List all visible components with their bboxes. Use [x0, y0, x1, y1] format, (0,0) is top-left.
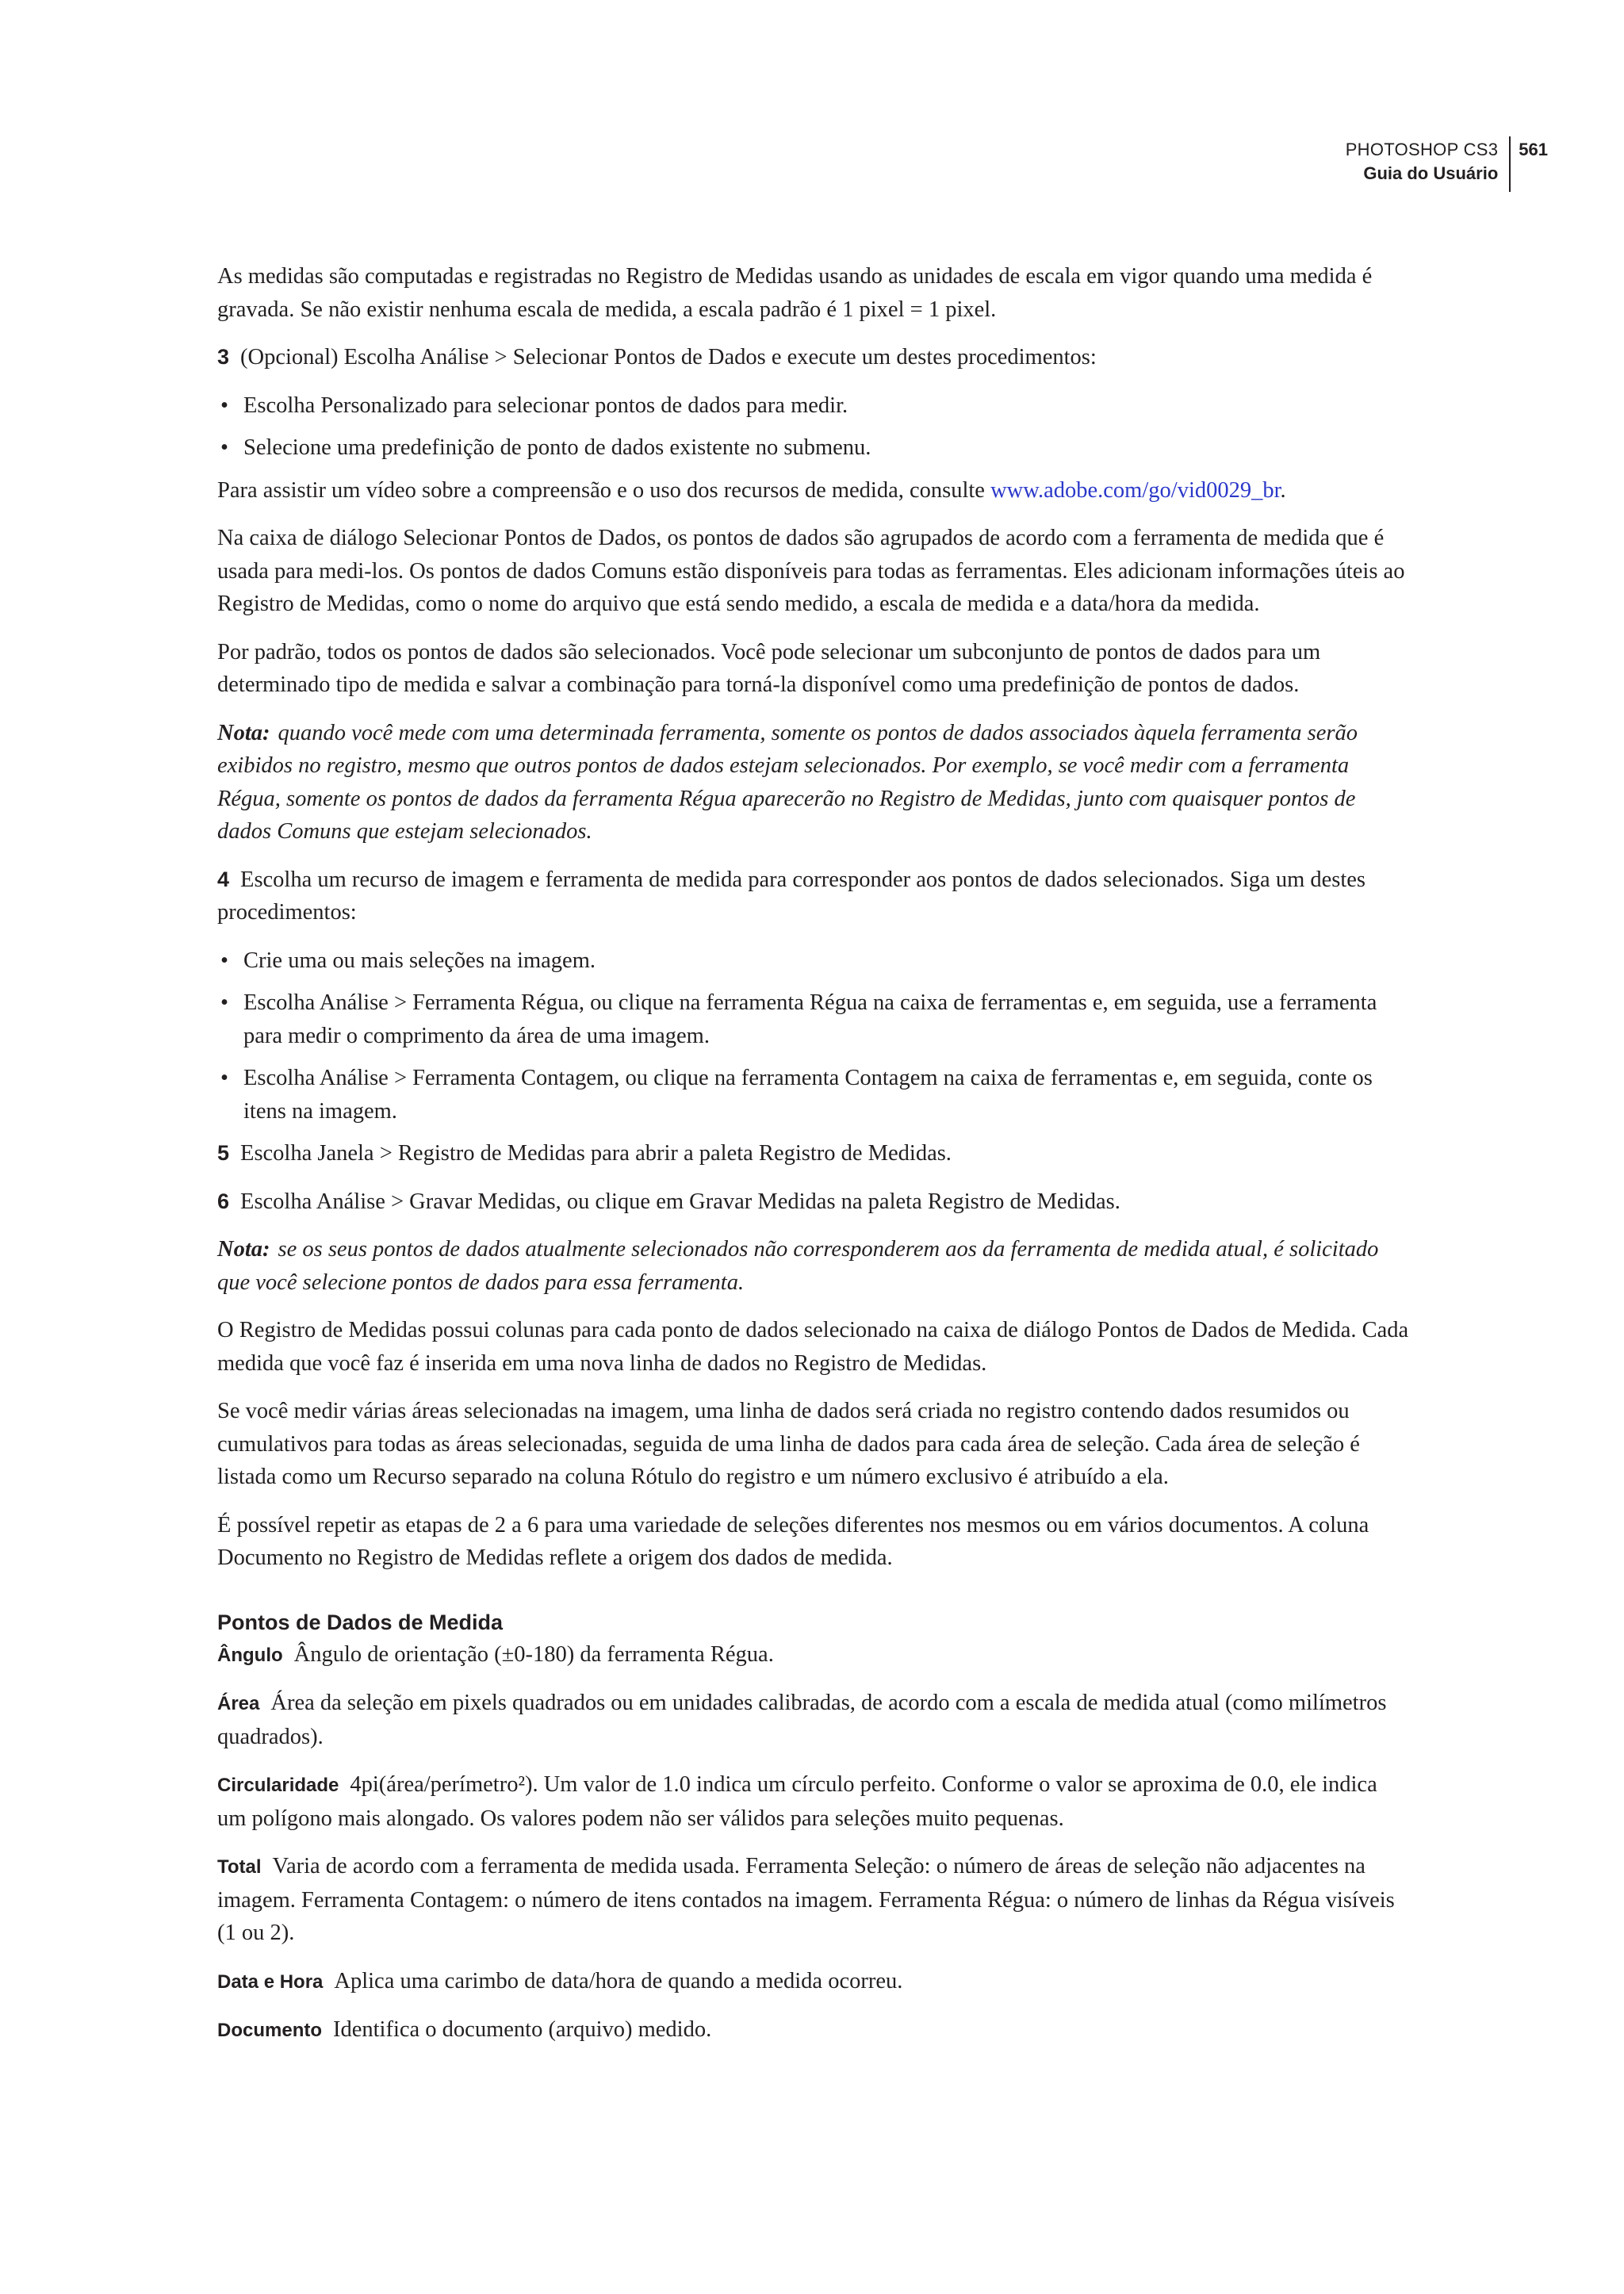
intro-paragraph: As medidas são computadas e registradas no Registro de Medidas usando as unidades de escala em vigor quando uma medida é gravada. Se não existir nenhuma escala de medida, a escala padrão é 1 pixel = 1 pixel. — [217, 264, 1373, 322]
definition: Ângulo de orientação (±0-180) da ferramenta Régua. — [293, 1641, 774, 1667]
log-columns-paragraph: O Registro de Medidas possui colunas para cada ponto de dados selecionado na caixa de diálogo Pontos de Dados de Medida. Cada medida que você faz é inserida em uma nova linha de dados no Registro de Medidas. — [217, 1318, 1409, 1376]
step-6 — [217, 1185, 1410, 1219]
section-title: Pontos de Dados de Medida — [217, 1610, 504, 1634]
term: Data e Hora — [217, 1970, 324, 1993]
step-4 — [217, 864, 1410, 929]
list-item — [217, 1062, 1410, 1128]
definition-row — [217, 1638, 1410, 1672]
note-text: quando você mede com uma determinada ferramenta, somente os pontos de dados associados àquela ferramenta serão exibidos no registro, mesmo que outros pontos de dados estejam selecionados. Por exemplo, se você medir com a ferramenta Régua, somente os pontos de dados da ferramenta Régua aparecerão no Registro de Medidas, junto com quaisquer pontos de dados Comuns que estejam selecionados. — [217, 720, 1358, 844]
definition-row — [217, 2013, 1410, 2047]
step-text: Escolha Janela > Registro de Medidas para abrir a paleta Registro de Medidas. — [240, 1141, 952, 1166]
definition: Varia de acordo com a ferramenta de medida usada. Ferramenta Seleção: o número de áreas de seleção não adjacentes na imagem. Ferramenta Contagem: o número de itens contados na imagem. Ferramenta Régua: o número de linhas da Régua visíveis (1 ou 2). — [217, 1854, 1395, 1945]
video-text: Para assistir um vídeo sobre a compreensão e o uso dos recursos de medida, consulte — [217, 477, 991, 503]
bullet-icon: • — [220, 990, 228, 1015]
bullet-icon: • — [220, 393, 228, 418]
multiple-areas-paragraph: Se você medir várias áreas selecionadas na imagem, uma linha de dados será criada no registro contendo dados resumidos ou cumulativos para todas as áreas selecionadas, seguida de uma linha de dados para cada área de seleção. Cada área de seleção é listada como um Recurso separado na coluna Rótulo do registro e um número exclusivo é atribuído a ela. — [217, 1399, 1360, 1489]
note-2 — [217, 1233, 1410, 1299]
term: Documento — [217, 2020, 322, 2041]
list-item-text: Crie uma ou mais seleções na imagem. — [243, 948, 596, 973]
video-text-end: . — [1280, 477, 1286, 503]
header-titles — [1346, 136, 1511, 192]
step-number: 6 — [217, 1189, 230, 1213]
list-item-text: Escolha Personalizado para selecionar pontos de dados para medir. — [243, 393, 848, 418]
list-item — [217, 944, 1410, 978]
video-paragraph — [217, 474, 1410, 507]
step-number: 3 — [217, 345, 230, 369]
term: Total — [217, 1856, 262, 1878]
bullet-icon: • — [220, 435, 228, 460]
header-guide: Guia do Usuário — [1363, 163, 1499, 183]
note-1 — [217, 717, 1410, 848]
definition-row — [217, 1965, 1410, 1999]
list-item — [217, 389, 1410, 423]
repeat-steps-paragraph: É possível repetir as etapas de 2 a 6 para uma variedade de seleções diferentes nos mesmos ou em vários documentos. A coluna Documento no Registro de Medidas reflete a origem dos dados de medida. — [217, 1512, 1369, 1570]
step-number: 5 — [217, 1141, 230, 1165]
header-product: PHOTOSHOP CS3 — [1345, 140, 1499, 159]
bullet-icon: • — [220, 1066, 228, 1090]
definition: Identifica o documento (arquivo) medido. — [333, 2017, 712, 2042]
definition: Aplica uma carimbo de data/hora de quando a medida ocorreu. — [334, 1968, 903, 1993]
note-text: se os seus pontos de dados atualmente selecionados não corresponderem aos da ferramenta de medida atual, é solicitado que você selecione pontos de dados para essa ferramenta. — [217, 1237, 1379, 1295]
default-paragraph: Por padrão, todos os pontos de dados são selecionados. Você pode selecionar um subconjunto de pontos de dados para um determinado tipo de medida e salvar a combinação para torná-la disponível como uma predefinição de pontos de dados. — [217, 639, 1321, 697]
page-number: 561 — [1519, 140, 1548, 159]
step-text: Escolha um recurso de imagem e ferramenta de medida para corresponder aos pontos de dados selecionados. Siga um destes procedimentos: — [217, 867, 1366, 925]
definition-row — [217, 1768, 1410, 1835]
term: Circularidade — [217, 1775, 339, 1796]
step-5 — [217, 1137, 1410, 1170]
video-link[interactable]: www.adobe.com/go/vid0029_br — [990, 477, 1281, 503]
main-content — [217, 260, 1410, 2062]
definition-row — [217, 1850, 1410, 1950]
term: Ângulo — [217, 1644, 283, 1666]
list-item — [217, 986, 1410, 1052]
step-number: 4 — [217, 867, 230, 891]
list-item-text: Escolha Análise > Ferramenta Contagem, ou clique na ferramenta Contagem na caixa de ferramentas e, em seguida, conte os itens na imagem. — [243, 1066, 1373, 1124]
definition-row — [217, 1687, 1410, 1753]
list-item — [217, 431, 1410, 465]
definition: Área da seleção em pixels quadrados ou em unidades calibradas, de acordo com a escala de medida atual (como milímetros quadrados). — [217, 1691, 1387, 1749]
dialog-paragraph: Na caixa de diálogo Selecionar Pontos de Dados, os pontos de dados são agrupados de acordo com a ferramenta de medida que é usada para medi-los. Os pontos de dados Comuns estão disponíveis para todas as ferramentas. Eles adicionam informações úteis ao Registro de Medidas, como o nome do arquivo que está sendo medido, a escala de medida e a data/hora da medida. — [217, 526, 1405, 616]
step-text: Escolha Análise > Gravar Medidas, ou clique em Gravar Medidas na paleta Registro de Medidas. — [240, 1189, 1120, 1214]
step-3 — [217, 341, 1410, 374]
definition: 4pi(área/perímetro²). Um valor de 1.0 indica um círculo perfeito. Conforme o valor se aproxima de 0.0, ele indica um polígono mais alongado. Os valores podem não ser válidos para seleções muito pequenas. — [217, 1772, 1377, 1831]
term: Área — [217, 1693, 260, 1714]
list-item-text: Selecione uma predefinição de ponto de dados existente no submenu. — [243, 435, 871, 460]
step-text: (Opcional) Escolha Análise > Selecionar Pontos de Dados e execute um destes procedimentos: — [240, 345, 1097, 370]
bullet-icon: • — [220, 948, 228, 973]
note-label: Nota: — [217, 720, 270, 745]
running-header — [1346, 136, 1548, 192]
list-item-text: Escolha Análise > Ferramenta Régua, ou clique na ferramenta Régua na caixa de ferramentas e, em seguida, use a ferramenta para medir o comprimento da área de uma imagem. — [243, 990, 1377, 1048]
note-label: Nota: — [217, 1237, 270, 1262]
